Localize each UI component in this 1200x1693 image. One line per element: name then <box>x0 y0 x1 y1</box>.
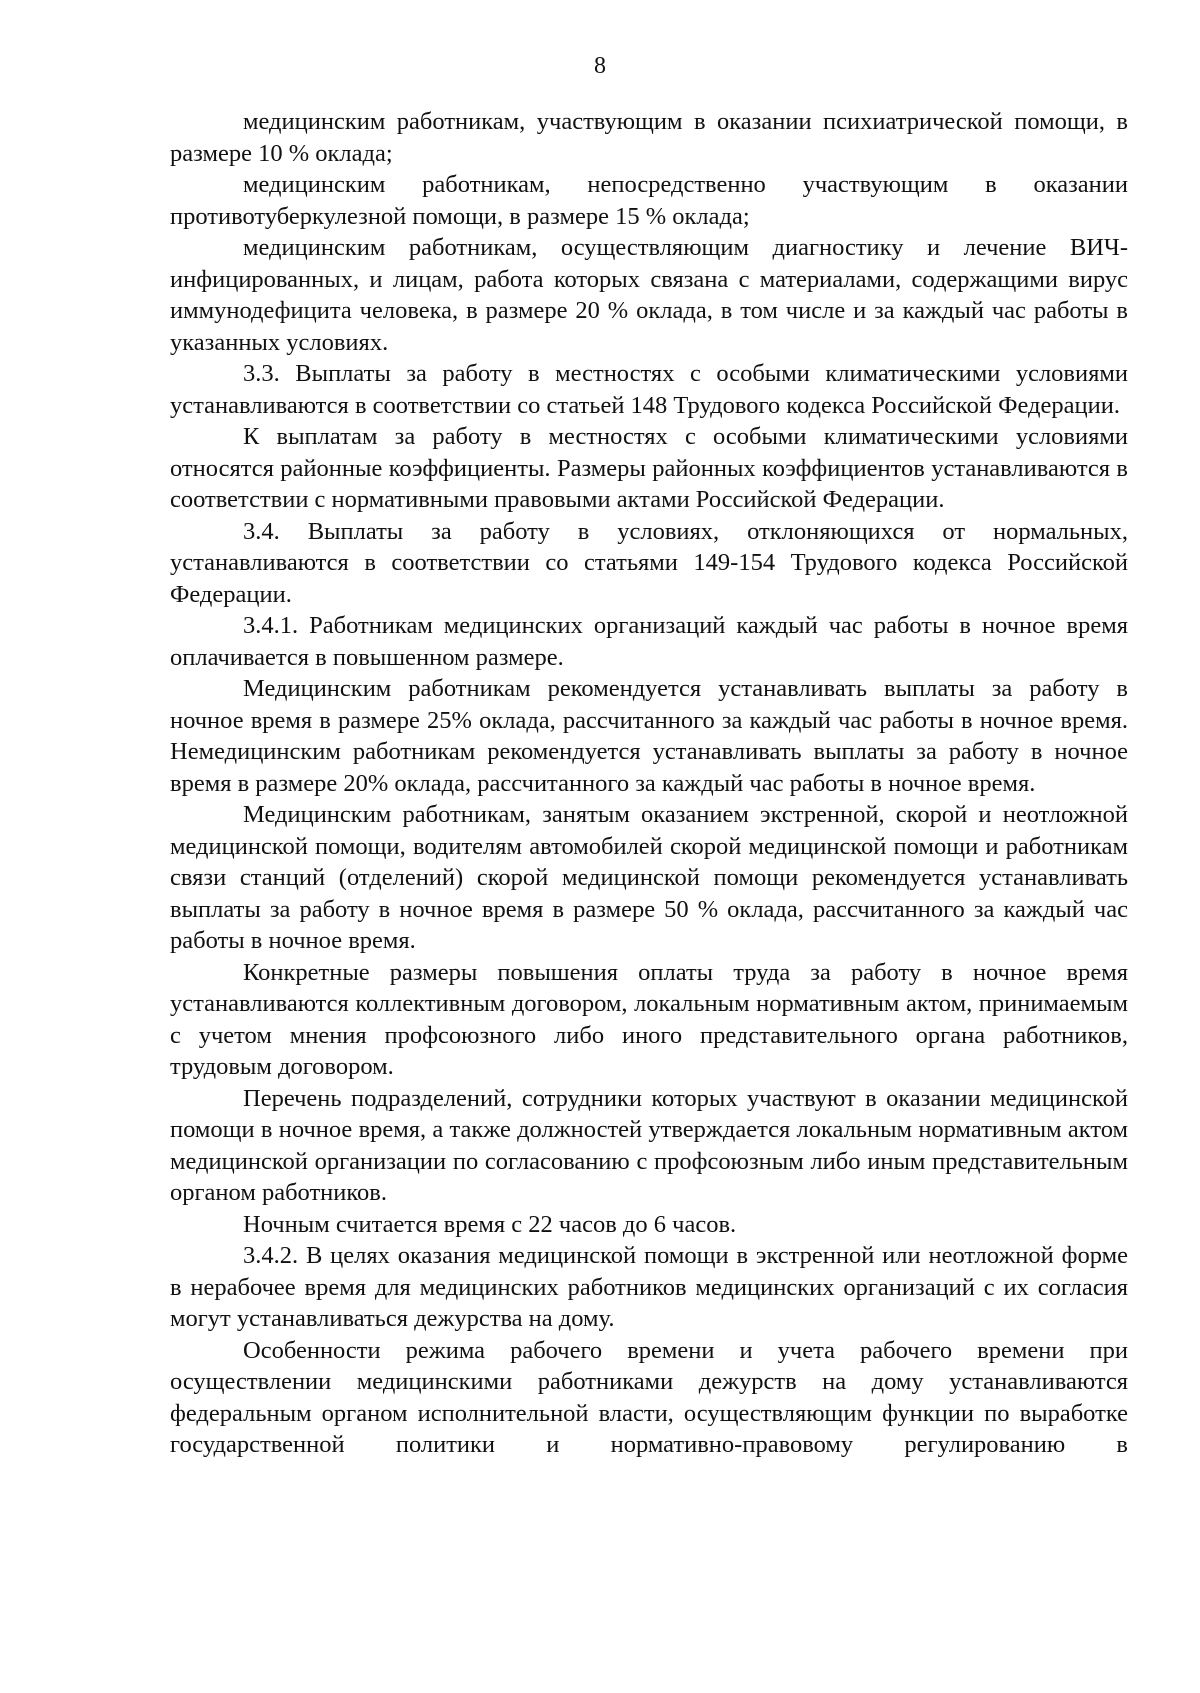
paragraph-emergency-night-work: Медицинским работникам, занятым оказанием экстренной, скорой и неотложной медицинской помощи, водителям автомобилей скорой медицинской помощи и работникам связи станций (отделений) скорой медицинской помощи рекомендуется устанавливать выплаты за работу в ночное время в размере 50 % оклада, рассчитанного за каждый час работы в ночное время. <box>170 801 1128 954</box>
paragraph-night-work-rates: Медицинским работникам рекомендуется устанавливать выплаты за работу в ночное время в размере 25% оклада, рассчитанного за каждый час работы в ночное время. Немедицинским работникам рекомендуется устанавливать выплаты за работу в ночное время в размере 20% оклада, рассчитанного за каждый час работы в ночное время. <box>170 675 1128 797</box>
paragraph-night-time-definition: Ночным считается время с 22 часов до 6 часов. <box>243 1210 737 1238</box>
paragraph-3-4: 3.4. Выплаты за работу в условиях, отклоняющихся от нормальных, устанавливаются в соответствии со статьями 149-154 Трудового кодекса Российской Федерации. <box>170 517 1128 608</box>
paragraph-3-4-2: 3.4.2. В целях оказания медицинской помощи в экстренной или неотложной форме в нерабочее время для медицинских работников медицинских организаций с их согласия могут устанавливаться дежурства на дому. <box>170 1242 1128 1332</box>
page-number: 8 <box>594 53 606 79</box>
paragraph-departments-list: Перечень подразделений, сотрудники которых участвуют в оказании медицинской помощи в ночное время, а также должностей утверждается локальным нормативным актом медицинской организации по согласованию с профсоюзным либо иным представительным органом работников. <box>170 1084 1128 1206</box>
paragraph-specific-rates: Конкретные размеры повышения оплаты труда за работу в ночное время устанавливаются коллективным договором, локальным нормативным актом, принимаемым с учетом мнения профсоюзного либо иного представительного органа работников, трудовым договором. <box>170 958 1128 1080</box>
document-body <box>170 106 1128 1461</box>
paragraph-3-3: 3.3. Выплаты за работу в местностях с особыми климатическими условиями устанавливаются в соответствии со статьей 148 Трудового кодекса Российской Федерации. <box>170 360 1128 419</box>
paragraph-hiv-care: медицинским работникам, осуществляющим диагностику и лечение ВИЧ-инфицированных, и лицам, работа которых связана с материалами, содержащими вирус иммунодефицита человека, в размере 20 % оклада, в том числе и за каждый час работы в указанных условиях. <box>170 234 1128 356</box>
paragraph-3-4-1: 3.4.1. Работникам медицинских организаций каждый час работы в ночное время оплачивается в повышенном размере. <box>170 612 1128 671</box>
paragraph-regional-coefficients: К выплатам за работу в местностях с особыми климатическими условиями относятся районные коэффициенты. Размеры районных коэффициентов устанавливаются в соответствии с нормативными правовыми актами Российской Федерации. <box>170 423 1128 513</box>
paragraph-psychiatric-care: медицинским работникам, участвующим в оказании психиатрической помощи, в размере 10 % оклада; <box>170 108 1128 167</box>
paragraph-home-duty-features: Особенности режима рабочего времени и учета рабочего времени при осуществлении медицинскими работниками дежурств на дому устанавливаются федеральным органом исполнительной власти, осуществляющим функции по выработке государственной политики и нормативно-правовому регулированию в <box>170 1336 1128 1458</box>
paragraph-tuberculosis-care: медицинским работникам, непосредственно участвующим в оказании противотуберкулезной помощи, в размере 15 % оклада; <box>170 171 1128 230</box>
